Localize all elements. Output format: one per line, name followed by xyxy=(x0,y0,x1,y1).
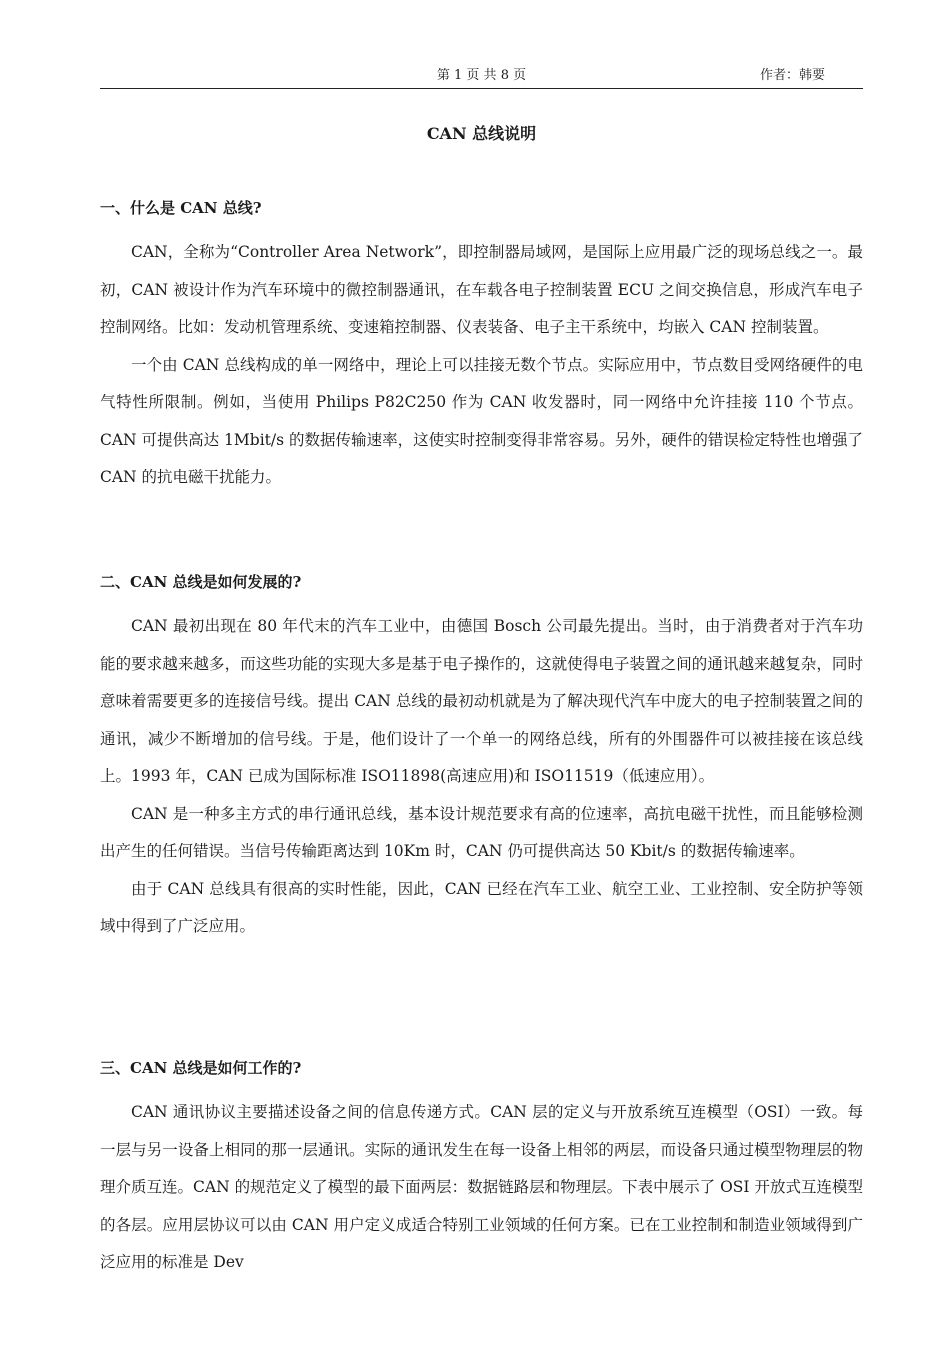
paragraph: CAN，全称为“Controller Area Network”，即控制器局域网，是国际上应用最广泛的现场总线之一。最初，CAN 被设计作为汽车环境中的微控制器通讯，在车载各电子控制装置 ECU 之间交换信息，形成汽车电子控制网络。比如：发动机管理系统、变速箱控制器、仪表装备、电子主干系统中，均嵌入 CAN 控制装置。 xyxy=(100,243,863,336)
paragraph: CAN 通讯协议主要描述设备之间的信息传递方式。CAN 层的定义与开放系统互连模型（OSI）一致。每一层与另一设备上相同的那一层通讯。实际的通讯发生在每一设备上相邻的两层，而设备只通过模型物理层的物理介质互连。CAN 的规范定义了模型的最下面两层：数据链路层和物理层。下表中展示了 OSI 开放式互连模型的各层。应用层协议可以由 CAN 用户定义成适合特别工业领域的任何方案。已在工业控制和制造业领域得到广泛应用的标准是 Dev xyxy=(100,1103,863,1271)
document-title: CAN 总线说明 xyxy=(426,124,537,143)
section-can-operation xyxy=(100,1057,863,1282)
paragraph: 由于 CAN 总线具有很高的实时性能，因此，CAN 已经在汽车工业、航空工业、工业控制、安全防护等领域中得到了广泛应用。 xyxy=(100,879,863,935)
paragraph: CAN 是一种多主方式的串行通讯总线，基本设计规范要求有高的位速率，高抗电磁干扰性，而且能够检测出产生的任何错误。当信号传输距离达到 10Km 时，CAN 仍可提供高达 50 Kbit/s 的数据传输速率。 xyxy=(100,804,863,860)
section-can-history xyxy=(100,571,863,946)
page-number: 第 1 页 共 8 页 xyxy=(436,68,527,83)
paragraph: CAN 最初出现在 80 年代末的汽车工业中，由德国 Bosch 公司最先提出。当时，由于消费者对于汽车功能的要求越来越多，而这些功能的实现大多是基于电子操作的，这就使得电子装置之间的通讯越来越复杂，同时意味着需要更多的连接信号线。提出 CAN 总线的最初动机就是为了解决现代汽车中庞大的电子控制装置之间的通讯，减少不断增加的信号线。于是，他们设计了一个单一的网络总线，所有的外围器件可以被挂接在该总线上。1993 年，CAN 已成为国际标准 ISO11898(高速应用)和 ISO11519（低速应用）。 xyxy=(100,617,863,785)
section-heading: 二、CAN 总线是如何发展的? xyxy=(100,573,302,591)
author-label: 作者：韩要 xyxy=(759,68,825,83)
paragraph: 一个由 CAN 总线构成的单一网络中，理论上可以挂接无数个节点。实际应用中，节点数目受网络硬件的电气特性所限制。例如，当使用 Philips P82C250 作为 CAN 收发器时，同一网络中允许挂接 110 个节点。CAN 可提供高达 1Mbit/s 的数据传输速率，这使实时控制变得非常容易。另外，硬件的错误检定特性也增强了 CAN 的抗电磁干扰能力。 xyxy=(100,355,863,486)
section-heading: 三、CAN 总线是如何工作的? xyxy=(100,1059,302,1077)
page-header xyxy=(100,66,863,89)
section-heading: 一、什么是 CAN 总线? xyxy=(100,199,262,217)
section-what-is-can xyxy=(100,197,863,497)
